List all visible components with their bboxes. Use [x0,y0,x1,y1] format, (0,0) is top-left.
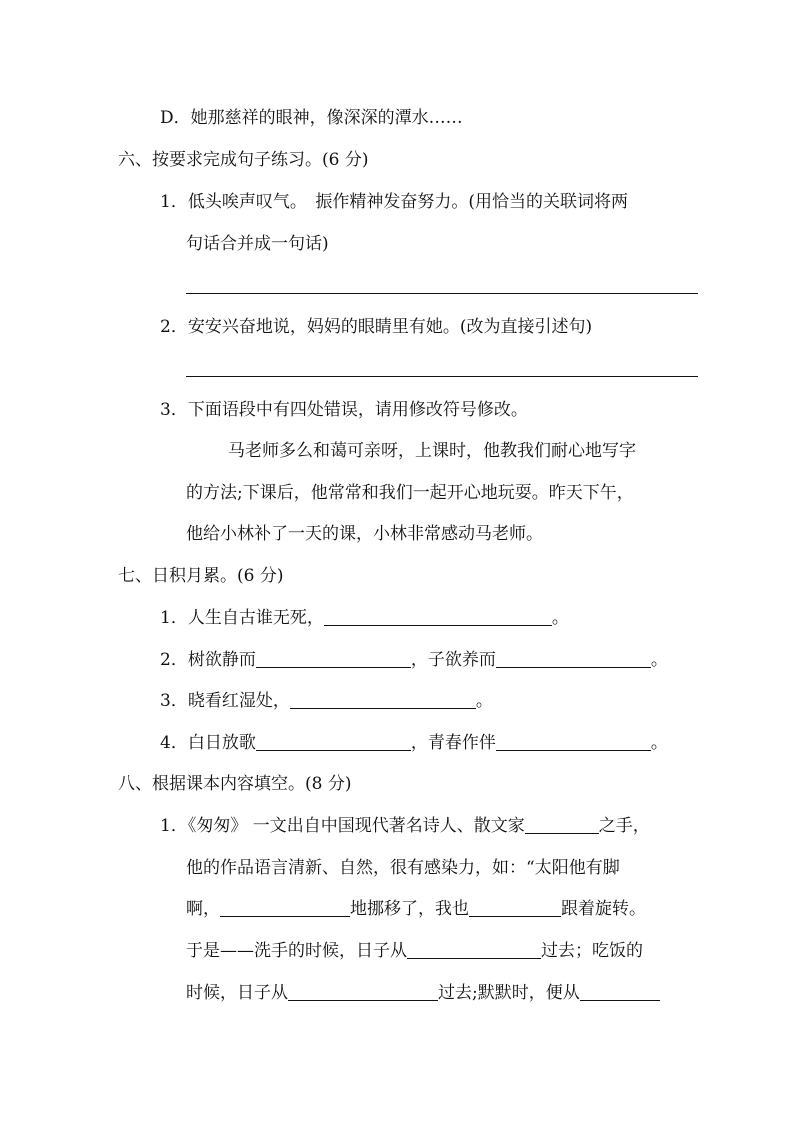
s6-q3-paragraph-line1: 马老师多么和蔼可亲呀，上课时，他教我们耐心地写字 [228,441,636,461]
s7-q4-blank-1[interactable] [256,732,411,751]
s6-question-3: 3．下面语段中有四处错误，请用修改符号修改。 [160,400,528,420]
s8-line-4 [186,939,643,963]
s7-q4-prompt: 4．白日放歌 [160,733,256,753]
s8-l5-blank-1[interactable] [288,982,438,1001]
answer-line-q2[interactable] [186,376,698,377]
s6-q3-paragraph-line3: 他给小林补了一天的课，小林非常感动马老师。 [186,524,543,544]
s8-l1-end: 之手， [598,816,650,836]
s7-q2-middle: ，子欲养而 [410,650,496,670]
s6-question-2: 2．安安兴奋地说，妈妈的眼睛里有她。(改为直接引述句) [160,317,593,337]
section-6-title: 六、按要求完成句子练习。(6 分) [118,150,369,170]
s8-l5-text: 时候，日子从 [186,983,288,1003]
s7-q3-end: 。 [475,691,493,711]
s8-l3-blank-2[interactable] [469,898,561,917]
s7-question-1 [160,606,569,630]
s7-q3-prompt: 3．晓看红湿处， [160,691,290,711]
section-8-title: 八、根据课本内容填空。(8 分) [118,774,352,794]
s7-q2-blank-1[interactable] [256,649,411,668]
s7-question-2 [160,648,668,672]
s8-l5-middle: 过去;默默时，便从 [438,983,580,1003]
s8-l3-blank-1[interactable] [220,898,350,917]
s7-q1-blank[interactable] [324,607,552,626]
s6-question-1-line1: 1．低头唉声叹气。 振作精神发奋努力。(用恰当的关联词将两 [160,192,628,212]
s7-q1-prompt: 1．人生自古谁无死， [160,608,324,628]
s8-line-1 [160,814,650,838]
section-7-title: 七、日积月累。(6 分) [118,566,284,586]
option-d: D．她那慈祥的眼神，像深深的潭水…… [160,108,463,128]
s7-q3-blank[interactable] [290,690,476,709]
s6-question-1-line2: 句话合并成一句话) [186,234,329,254]
s7-q4-end: 。 [650,733,668,753]
s8-l1-text: 1．《匆匆》 一文出自中国现代著名诗人、散文家 [160,816,525,836]
s7-q2-end: 。 [650,650,668,670]
s8-l4-end: 过去；吃饭的 [541,941,643,961]
s8-author-blank[interactable] [525,815,599,834]
s8-l3-text: 啊， [186,899,220,919]
s7-q1-end: 。 [551,608,569,628]
s7-q4-blank-2[interactable] [496,732,651,751]
s8-line-5 [186,981,660,1005]
s8-line-3 [186,897,646,921]
s7-q4-middle: ，青春作伴 [410,733,496,753]
s7-question-4 [160,731,668,755]
s8-line-2: 他的作品语言清新、自然，很有感染力，如：“太阳他有脚 [186,858,620,878]
s7-question-3 [160,689,493,713]
s8-l4-blank[interactable] [407,940,541,959]
s8-l3-end: 跟着旋转。 [561,899,646,919]
s8-l4-text: 于是——洗手的时候，日子从 [186,941,407,961]
s8-l3-middle: 地挪移了，我也 [350,899,469,919]
answer-line-q1[interactable] [186,293,698,294]
s7-q2-prompt: 2．树欲静而 [160,650,256,670]
s6-q3-paragraph-line2: 的方法;下课后，他常常和我们一起开心地玩耍。昨天下午， [186,483,634,503]
s8-l5-blank-2[interactable] [580,982,660,1001]
s7-q2-blank-2[interactable] [496,649,651,668]
